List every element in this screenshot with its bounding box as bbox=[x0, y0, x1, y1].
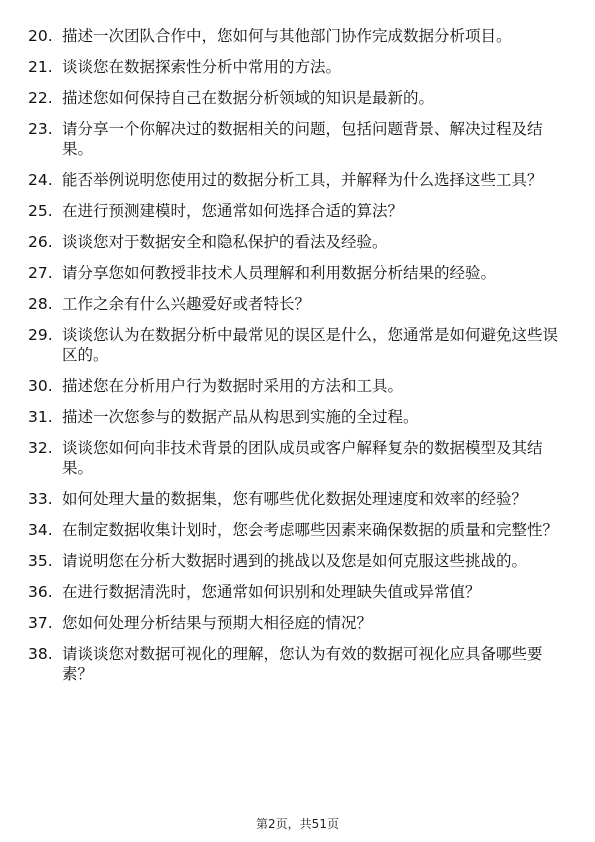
question-number: 32. bbox=[28, 439, 53, 457]
question-item bbox=[0, 325, 595, 365]
question-text: 请分享一个你解决过的数据相关的问题，包括问题背景、解决过程及结果。 bbox=[62, 120, 543, 158]
question-text: 工作之余有什么兴趣爱好或者特长？ bbox=[62, 295, 311, 313]
question-item bbox=[0, 57, 595, 77]
question-number: 36. bbox=[28, 583, 53, 601]
question-text: 谈谈您如何向非技术背景的团队成员或客户解释复杂的数据模型及其结果。 bbox=[62, 439, 543, 477]
question-number: 37. bbox=[28, 614, 53, 632]
question-text: 如何处理大量的数据集，您有哪些优化数据处理速度和效率的经验？ bbox=[62, 490, 528, 508]
question-text: 谈谈您对于数据安全和隐私保护的看法及经验。 bbox=[62, 233, 388, 251]
question-number: 31. bbox=[28, 408, 53, 426]
question-item bbox=[0, 644, 595, 684]
question-item bbox=[0, 119, 595, 159]
question-item bbox=[0, 26, 595, 46]
question-text: 描述您如何保持自己在数据分析领域的知识是最新的。 bbox=[62, 89, 435, 107]
question-number: 38. bbox=[28, 645, 53, 663]
question-item bbox=[0, 551, 595, 571]
question-item bbox=[0, 520, 595, 540]
question-number: 22. bbox=[28, 89, 53, 107]
question-text: 在进行数据清洗时，您通常如何识别和处理缺失值或异常值？ bbox=[62, 583, 481, 601]
question-number: 35. bbox=[28, 552, 53, 570]
question-text: 您如何处理分析结果与预期大相径庭的情况？ bbox=[62, 614, 373, 632]
question-item bbox=[0, 376, 595, 396]
question-number: 20. bbox=[28, 27, 53, 45]
question-list bbox=[0, 26, 595, 695]
question-item bbox=[0, 438, 595, 478]
question-text: 请分享您如何教授非技术人员理解和利用数据分析结果的经验。 bbox=[62, 264, 497, 282]
question-item bbox=[0, 232, 595, 252]
question-number: 26. bbox=[28, 233, 53, 251]
question-text: 请说明您在分析大数据时遇到的挑战以及您是如何克服这些挑战的。 bbox=[62, 552, 528, 570]
question-number: 24. bbox=[28, 171, 53, 189]
question-text: 谈谈您在数据探索性分析中常用的方法。 bbox=[62, 58, 342, 76]
question-number: 30. bbox=[28, 377, 53, 395]
question-item bbox=[0, 582, 595, 602]
question-item bbox=[0, 201, 595, 221]
question-text: 能否举例说明您使用过的数据分析工具，并解释为什么选择这些工具？ bbox=[62, 171, 543, 189]
question-item bbox=[0, 613, 595, 633]
question-text: 请谈谈您对数据可视化的理解，您认为有效的数据可视化应具备哪些要素？ bbox=[62, 645, 543, 683]
question-number: 21. bbox=[28, 58, 53, 76]
question-text: 描述一次您参与的数据产品从构思到实施的全过程。 bbox=[62, 408, 419, 426]
question-text: 描述您在分析用户行为数据时采用的方法和工具。 bbox=[62, 377, 404, 395]
question-number: 29. bbox=[28, 326, 53, 344]
question-item bbox=[0, 263, 595, 283]
question-text: 描述一次团队合作中，您如何与其他部门协作完成数据分析项目。 bbox=[62, 27, 512, 45]
question-item bbox=[0, 489, 595, 509]
question-number: 23. bbox=[28, 120, 53, 138]
question-number: 34. bbox=[28, 521, 53, 539]
page-footer: 第2页，共51页 bbox=[256, 817, 339, 831]
question-item bbox=[0, 88, 595, 108]
question-number: 25. bbox=[28, 202, 53, 220]
question-item bbox=[0, 407, 595, 427]
question-number: 27. bbox=[28, 264, 53, 282]
question-text: 谈谈您认为在数据分析中最常见的误区是什么，您通常是如何避免这些误区的。 bbox=[62, 326, 559, 364]
question-text: 在进行预测建模时，您通常如何选择合适的算法？ bbox=[62, 202, 404, 220]
question-text: 在制定数据收集计划时，您会考虑哪些因素来确保数据的质量和完整性？ bbox=[62, 521, 559, 539]
question-number: 28. bbox=[28, 295, 53, 313]
question-item bbox=[0, 294, 595, 314]
question-item bbox=[0, 170, 595, 190]
question-number: 33. bbox=[28, 490, 53, 508]
